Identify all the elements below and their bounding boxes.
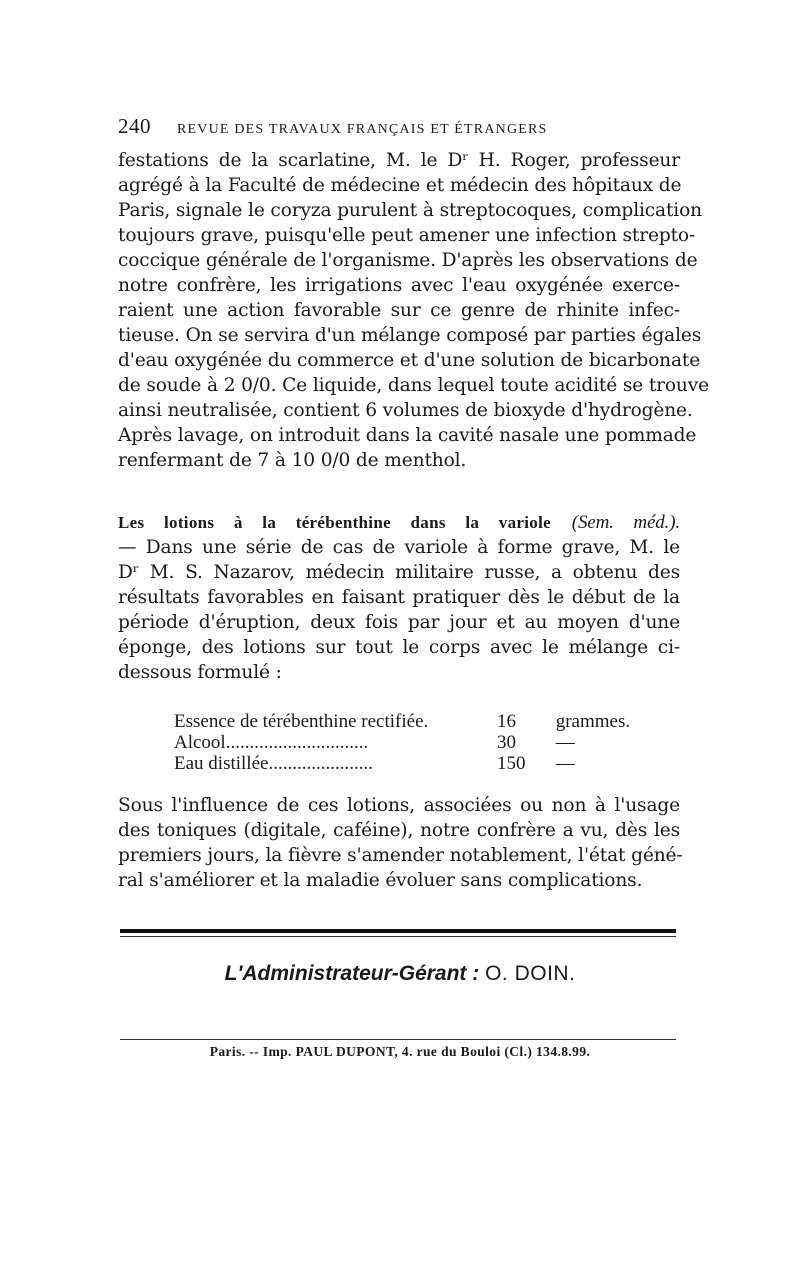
recipe-unit: grammes.	[555, 711, 631, 732]
text-line: Dʳ M. S. Nazarov, médecin militaire russe, a obtenu des	[118, 562, 680, 583]
administrator-role: L'Administrateur-Gérant :	[224, 962, 480, 985]
text-line: — Dans une série de cas de variole à forme grave, M. le	[118, 537, 680, 558]
text-line: ral s'améliorer et la maladie évoluer sans complications.	[118, 870, 643, 891]
section-title: Les lotions à la térébenthine dans la variole	[118, 513, 551, 532]
recipe-quantity: 16	[497, 711, 516, 732]
text-line: premiers jours, la fièvre s'amender notablement, l'état géné-	[118, 845, 683, 866]
recipe-row	[174, 711, 634, 732]
administrator-signature	[0, 962, 800, 986]
text-line: des toniques (digitale, caféine), notre confrère a vu, dès les	[118, 820, 680, 841]
recipe-row	[174, 753, 634, 774]
text-line: agrégé à la Faculté de médecine et médecin des hôpitaux de	[118, 175, 682, 196]
text-line: festations de la scarlatine, M. le Dʳ H. Roger, professeur	[118, 150, 680, 171]
recipe-quantity: 30	[497, 732, 516, 753]
recipe-unit: —	[555, 732, 575, 753]
divider-thin	[120, 936, 676, 937]
text-line: toujours grave, puisqu'elle peut amener une infection strepto-	[118, 225, 696, 246]
administrator-name: O. DOIN.	[485, 962, 576, 985]
page-number: 240	[118, 114, 151, 138]
text-line: renfermant de 7 à 10 0/0 de menthol.	[118, 450, 467, 471]
paragraph-variole	[118, 510, 680, 685]
recipe-unit: —	[555, 753, 575, 774]
recipe-row	[174, 732, 634, 753]
recipe-ingredient: Essence de térébenthine rectifiée.	[174, 711, 429, 732]
recipe-quantity: 150	[497, 753, 526, 774]
divider-thick	[120, 929, 676, 933]
printer-imprint: Paris. -- Imp. PAUL DUPONT, 4. rue du Bouloi (Cl.) 134.8.99.	[209, 1044, 591, 1059]
paragraph-conclusion	[118, 793, 683, 893]
running-title: REVUE DES TRAVAUX FRANÇAIS ET ÉTRANGERS	[177, 122, 548, 137]
section-source: (Sem. méd.).	[571, 512, 681, 533]
recipe-table	[174, 711, 634, 774]
text-line: coccique générale de l'organisme. D'après les observations de	[118, 250, 698, 271]
text-line: d'eau oxygénée du commerce et d'une solution de bicarbonate	[118, 350, 701, 371]
text-line: dessous formulé :	[118, 662, 282, 683]
divider-imprint	[120, 1039, 676, 1040]
section-title-line	[118, 510, 680, 535]
text-line: ainsi neutralisée, contient 6 volumes de bioxyde d'hydrogène.	[118, 400, 693, 421]
text-line: tieuse. On se servira d'un mélange composé par parties égales	[118, 325, 702, 346]
page-header	[118, 114, 680, 139]
text-line: raient une action favorable sur ce genre de rhinite infec-	[118, 300, 680, 321]
paragraph-coryza	[118, 148, 709, 473]
text-line: période d'éruption, deux fois par jour et au moyen d'une	[118, 612, 680, 633]
text-line: de soude à 2 0/0. Ce liquide, dans lequel toute acidité se trouve	[118, 375, 709, 396]
text-line: Paris, signale le coryza purulent à streptocoques, complication	[118, 200, 702, 221]
text-line: résultats favorables en faisant pratiquer dès le début de la	[118, 587, 680, 608]
recipe-ingredient: Alcool..............................	[174, 732, 369, 753]
recipe-ingredient: Eau distillée......................	[174, 753, 373, 774]
text-line: éponge, des lotions sur tout le corps avec le mélange ci-	[118, 637, 680, 658]
text-line: notre confrère, les irrigations avec l'eau oxygénée exerce-	[118, 275, 680, 296]
text-line: Sous l'influence de ces lotions, associées ou non à l'usage	[118, 795, 680, 816]
text-line: Après lavage, on introduit dans la cavité nasale une pommade	[118, 425, 697, 446]
